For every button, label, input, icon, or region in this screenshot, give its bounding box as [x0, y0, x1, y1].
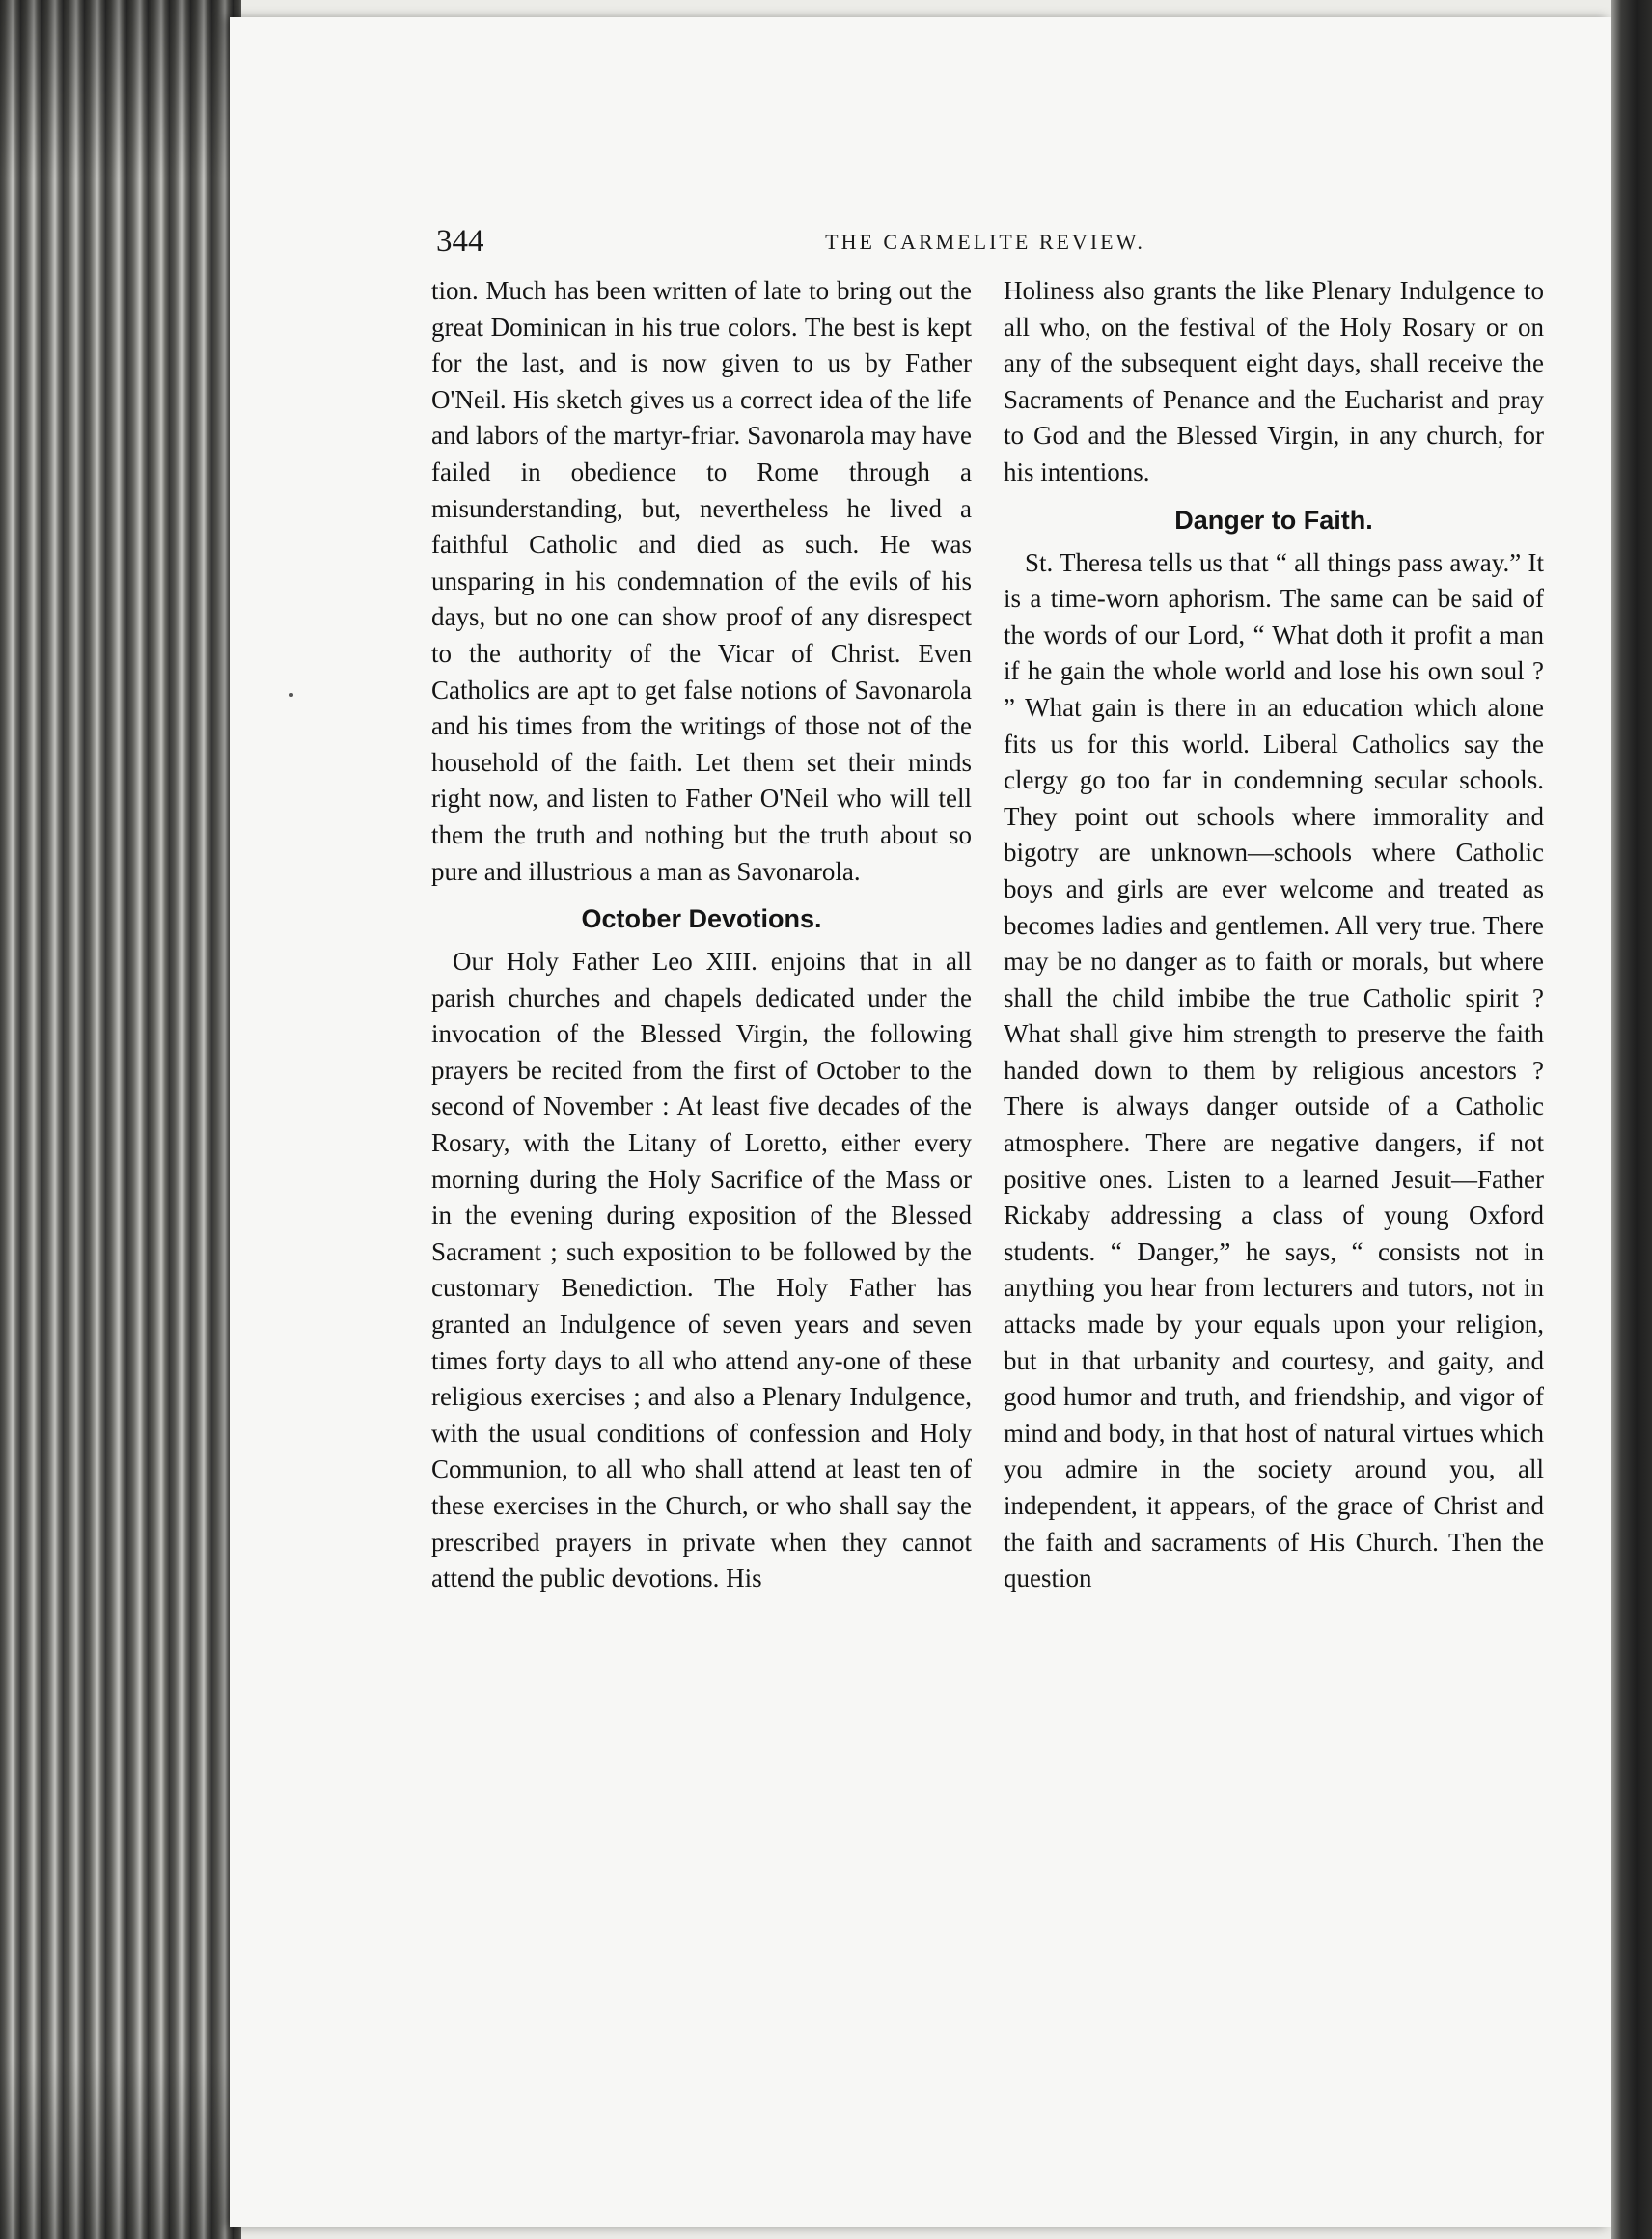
danger-to-faith-paragraph: St. Theresa tells us that “ all things pass away.” It is a time-worn aphorism. The same can be said of the words of our Lord, “ What doth it profit a man if he gain the whole world and lose his own soul ? ” What gain is there in an education which alone fits us for this world. Liberal Catholics say the clergy go too far in condemning secular schools. They point out schools where immorality and bigotry are unknown—schools where Catholic boys and girls are ever welcome and treated as becomes ladies and gentlemen. All very true. There may be no danger as to faith or morals, but where shall the child imbibe the true Catholic spirit ? What shall give him strength to preserve the faith handed down to them by religious ancestors ? There is always danger outside of a Catholic atmosphere. There are negative dangers, if not positive ones. Listen to a learned Jesuit—Father Rickaby addressing a class of young Oxford students. “ Danger,” he says, “ consists not in anything you hear from lecturers and tutors, not in attacks made by your equals upon your religion, but in that urbanity and courtesy, and gaity, and good humor and truth, and friendship, and vigor of mind and body, in that host of natural virtues which you admire in the society around you, all independent, it appears, of the grace of Christ and the faith and sacraments of His Church. Then the question [1004, 547, 1544, 1593]
october-devotions-heading: October Devotions. [581, 904, 822, 934]
plenary-indulgence-paragraph: Holiness also grants the like Plenary Indulgence to all who, on the festival of the Holy Rosary or on any of the subsequent eight days, shall receive the Sacraments of Penance and the Eucharist and pray to God and the Blessed Virgin, in any church, for his intentions. [1004, 276, 1544, 486]
page-number: 344 [436, 224, 484, 259]
edge-shadow [0, 0, 241, 2239]
right-column [1004, 273, 1544, 1597]
october-devotions-paragraph: Our Holy Father Leo XIII. enjoins that in all parish churches and chapels dedicated under the invocation of the Blessed Virgin, the following prayers be recited from the first of October to the second of November : At least five decades of the Rosary, with the Litany of Loretto, either every morning during the Holy Sacrifice of the Mass or in the evening during exposition of the Blessed Sacrament ; such exposition to be followed by the customary Benediction. The Holy Father has granted an Indulgence of seven years and seven times forty days to all who attend any-one of these religious exercises ; and also a Plenary Indulgence, with the usual conditions of confession and Holy Communion, to all who shall attend at least ten of these exercises in the Church, or who shall say the prescribed prayers in private when they cannot attend the public devotions. His [431, 947, 972, 1593]
scan-speck [289, 693, 293, 697]
page-header [436, 224, 1534, 270]
book-cover-edge [1611, 0, 1652, 2239]
danger-to-faith-heading: Danger to Faith. [1174, 505, 1373, 535]
left-column [431, 273, 972, 1597]
savonarola-paragraph: tion. Much has been written of late to bring out the great Dominican in his true colors. The best is kept for the last, and is now given to us by Father O'Neil. His sketch gives us a correct idea of the life and labors of the martyr-friar. Savonarola may have failed in obedience to Rome through a misunderstanding, but, nevertheless he lived a faithful Catholic and died as such. He was unsparing in his condemnation of the evils of his days, but no one can show proof of any disrespect to the authority of the Vicar of Christ. Even Catholics are apt to get false notions of Savonarola and his times from the writings of those not of the household of the faith. Let them set their minds right now, and listen to Father O'Neil who will tell them the truth and nothing but the truth about so pure and illustrious a man as Savonarola. [431, 276, 972, 886]
running-title: THE CARMELITE REVIEW. [825, 230, 1145, 254]
